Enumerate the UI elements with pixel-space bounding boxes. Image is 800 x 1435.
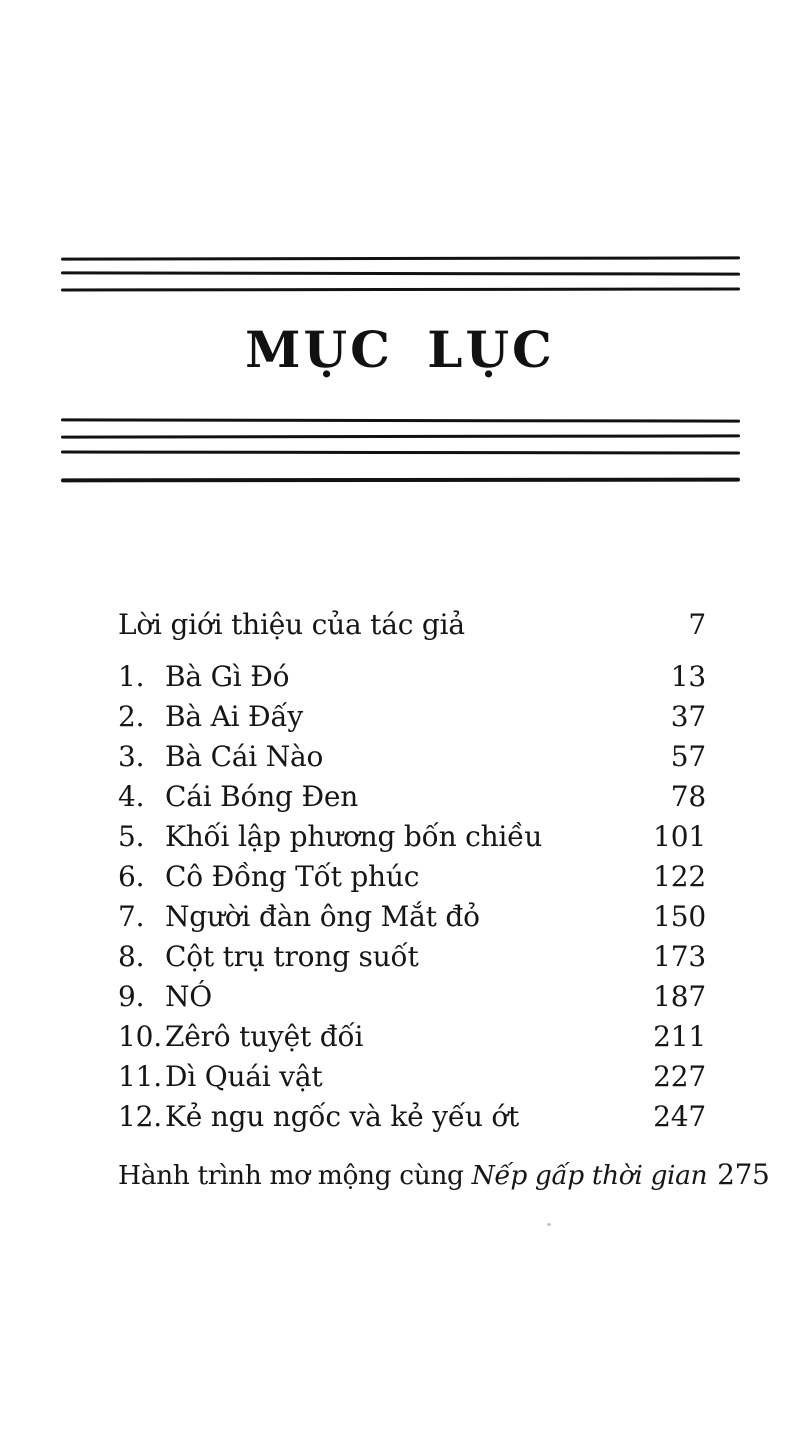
scan-speck: [547, 1223, 551, 1226]
chapter-number: 8.: [118, 940, 145, 973]
toc-row: [118, 697, 706, 737]
page-number: 78: [670, 780, 706, 813]
divider-line: [61, 478, 740, 483]
toc-row: [118, 737, 706, 777]
chapter-number: 6.: [118, 860, 145, 893]
closing-label: [118, 1156, 707, 1196]
chapter-number: 10.: [118, 1020, 162, 1053]
divider-line: [61, 271, 740, 275]
toc-row: [118, 777, 706, 817]
toc-row: [118, 857, 706, 897]
toc-row: [118, 817, 706, 857]
chapter-number: 12.: [118, 1100, 162, 1133]
chapter-title: Cột trụ trong suốt: [165, 940, 419, 973]
divider-line: [61, 256, 740, 260]
toc-row: [118, 1097, 706, 1137]
divider-line: [61, 288, 740, 292]
chapter-title: Khối lập phương bốn chiều: [165, 820, 543, 853]
toc-row: [118, 897, 706, 937]
chapter-title: NÓ: [165, 980, 213, 1013]
page-number: 247: [653, 1100, 706, 1133]
chapter-title: Cô Đồng Tốt phúc: [165, 860, 420, 893]
toc-row: [118, 977, 706, 1017]
chapter-title: Bà Ai Đấy: [165, 700, 304, 733]
chapter-number: 11.: [118, 1060, 162, 1093]
section-label: Lời giới thiệu của tác giả: [118, 608, 465, 641]
chapter-number: 1.: [118, 660, 145, 693]
page-number: 37: [670, 700, 706, 733]
toc-row: [118, 657, 706, 697]
page-number: 173: [653, 940, 706, 973]
closing-prefix: Hành trình mơ mộng cùng: [118, 1160, 472, 1191]
chapter-number: 5.: [118, 820, 145, 853]
divider-line: [61, 434, 740, 438]
page-number: 227: [653, 1060, 706, 1093]
divider-line: [61, 451, 740, 455]
toc-row-closing: [118, 1155, 770, 1196]
page-number: 275: [717, 1158, 770, 1191]
divider-line: [61, 418, 740, 422]
toc-row: [118, 1057, 706, 1097]
closing-book-title: Nếp gấp thời gian: [471, 1160, 708, 1191]
page-number: 187: [653, 980, 706, 1013]
page-number: 7: [688, 608, 706, 641]
chapter-number: 9.: [118, 980, 145, 1013]
table-of-contents: [118, 605, 770, 1196]
chapter-title: Người đàn ông Mắt đỏ: [165, 900, 480, 933]
page-number: 150: [653, 900, 706, 933]
page-number: 57: [670, 740, 706, 773]
chapter-title: Zêrô tuyệt đối: [165, 1020, 364, 1053]
chapter-number: 4.: [118, 780, 145, 813]
page-number: 211: [653, 1020, 706, 1053]
chapter-title: Bà Cái Nào: [165, 740, 324, 773]
chapter-title: Kẻ ngu ngốc và kẻ yếu ớt: [165, 1100, 520, 1133]
toc-row: [118, 937, 706, 977]
chapter-title: Dì Quái vật: [165, 1060, 323, 1093]
chapter-number: 2.: [118, 700, 145, 733]
chapter-title: Cái Bóng Đen: [165, 780, 359, 813]
chapter-title: Bà Gì Đó: [165, 660, 290, 693]
toc-row-intro: [118, 605, 706, 645]
chapter-number: 7.: [118, 900, 145, 933]
page-number: 122: [653, 860, 706, 893]
page-number: 101: [653, 820, 706, 853]
toc-row: [118, 1017, 706, 1057]
page-number: 13: [670, 660, 706, 693]
page-title: MỤC LỤC: [245, 320, 555, 379]
chapter-number: 3.: [118, 740, 145, 773]
